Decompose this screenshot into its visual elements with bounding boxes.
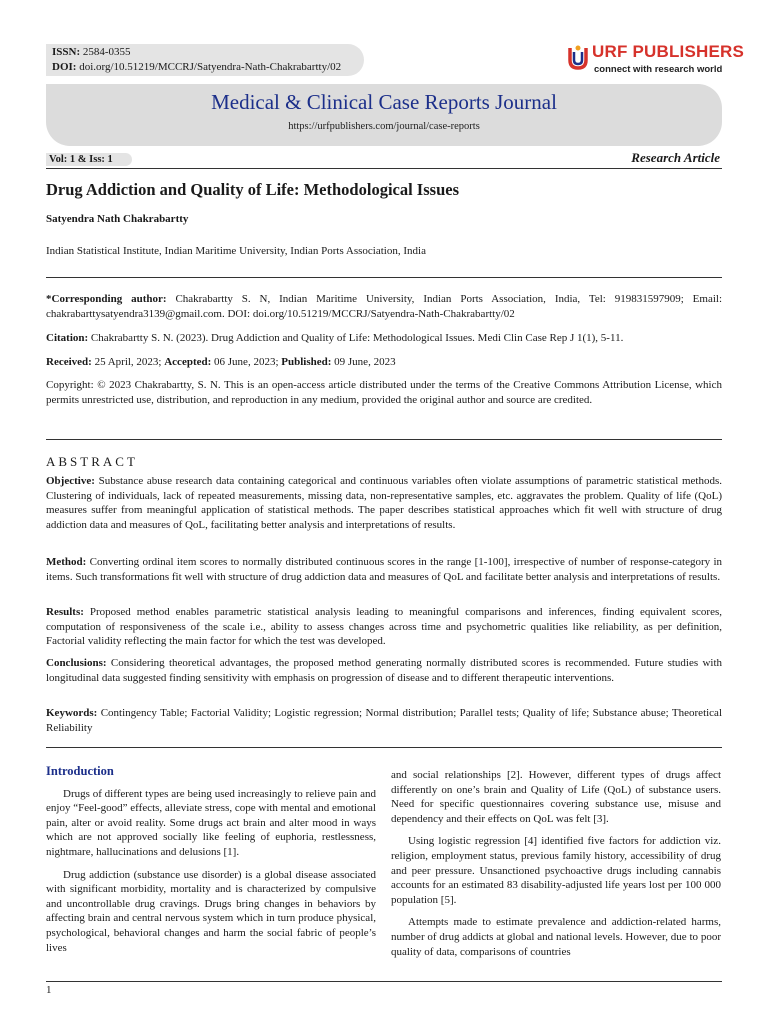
abstract-heading: ABSTRACT	[46, 454, 138, 469]
citation-text: Chakrabartty S. N. (2023). Drug Addiction and Quality of Life: Methodological Issues. Medi Clin Case Rep J 1(1), 5-11.	[90, 332, 624, 344]
citation-label: Citation:	[46, 332, 89, 344]
article-type-label: Research Article	[631, 150, 720, 165]
publisher-logo-icon	[566, 44, 590, 74]
received-label: Received:	[46, 356, 92, 368]
doi-value[interactable]: doi.org/10.51219/MCCRJ/Satyendra-Nath-Chakrabartty/02	[79, 61, 342, 73]
received-date: 25 April, 2023;	[94, 356, 162, 368]
journal-title: Medical & Clinical Case Reports Journal	[211, 90, 557, 114]
copyright-notice: Copyright: © 2023 Chakrabartty, S. N. This is an open-access article distributed under the terms of the Creative Commons Attribution License, which permits unrestricted use, distribution, and reproduction in any medium, provided the original author and source are credited.	[46, 379, 722, 406]
objective-label: Objective:	[46, 475, 95, 487]
keywords-label: Keywords:	[46, 707, 98, 719]
conclusions-label: Conclusions:	[46, 657, 107, 669]
meta-divider-top	[46, 277, 722, 278]
body-right-column	[391, 768, 721, 967]
abstract-method	[46, 555, 722, 584]
introduction-heading: Introduction	[46, 764, 114, 778]
accepted-date: 06 June, 2023;	[214, 356, 279, 368]
method-text: Converting ordinal item scores to normally distributed continuous scores in the range [1-100], irrespective of number of response-category in items. Such transformations fit well with structure of drug addiction data and measures of QoL and facilitate better analysis and interpretations of results.	[46, 556, 722, 583]
abstract-results	[46, 605, 722, 649]
abstract-objective	[46, 474, 722, 532]
corresponding-author-label: *Corresponding author:	[46, 293, 167, 305]
objective-text: Substance abuse research data containing categorical and continuous variables often violate assumptions of parametric statistical methods. Clustering of individuals, lack of repeated measurements, missing data, non-representative samples, etc. aggravates the problem. Quality of life (QoL) measures suffer from meaningful application of statistical methods. The paper describes statistical approaches which fit well with structure of drug addiction data and measures of QoL, facilitating better analysis and interpretations of results.	[46, 475, 723, 531]
body-paragraph: Attempts made to estimate prevalence and addiction-related harms, number of drug addicts at global and national levels. However, due to poor quality of data, comparisons of countries	[391, 916, 721, 958]
page-number: 1	[46, 984, 52, 996]
published-label: Published:	[281, 356, 332, 368]
abstract-divider	[46, 747, 722, 748]
method-label: Method:	[46, 556, 87, 568]
author-affiliation: Indian Statistical Institute, Indian Maritime University, Indian Ports Association, India	[46, 245, 426, 257]
body-paragraph: Using logistic regression [4] identified five factors for addiction viz. religion, employment status, previous family history, accessibility of drug and peer pressure. Unsanctioned psychoactive drugs including cannabis accounts for an estimated 83 disability-adjusted life years lost per 100 000 population [5].	[391, 835, 721, 906]
article-title: Drug Addiction and Quality of Life: Methodological Issues	[46, 180, 459, 199]
doi-label: DOI:	[52, 61, 77, 73]
body-left-column	[46, 764, 376, 963]
publisher-logo[interactable]	[566, 42, 745, 82]
journal-url-link[interactable]: https://urfpublishers.com/journal/case-reports	[288, 121, 480, 132]
conclusions-text: Considering theoretical advantages, the proposed method generating normally distributed scores is recommended. Future studies with longitudinal data suggested finding sensitivity with emphasis on progression of disease and to different therapeutic interventions.	[46, 657, 723, 684]
corresponding-author-text: Chakrabartty S. N, Indian Maritime University, Indian Ports Association, India, Tel: 919831597909; Email: chakrabarttysatyendra3139@gmail.com. DOI: doi.org/10.51219/MCCRJ/Satyendra-Nath-Chakrabartty/02	[46, 293, 722, 320]
publisher-tagline: connect with research world	[594, 64, 723, 75]
header-divider	[46, 168, 722, 169]
results-text: Proposed method enables parametric statistical analysis leading to meaningful comparisons and inferences, finding equivalent scores, computation of responsiveness of the scale i.e., ability to assess changes across time and psychometric qualities like reliability, as per definition, Factorial validity reflecting the main factor for which the test was developed.	[46, 606, 723, 648]
meta-divider-bottom	[46, 439, 722, 440]
journal-banner	[46, 84, 722, 146]
citation	[46, 331, 722, 346]
abstract-keywords	[46, 706, 722, 735]
issn-doi-box	[46, 44, 364, 76]
dates	[46, 355, 722, 370]
body-paragraph: and social relationships [2]. However, different types of drugs affect differently on one’s brain and Quality of Life (QoL) of substance users. Need for specific questionnaires covering substance use, misuse and dependency and their effects on QoL was felt [3].	[391, 769, 721, 825]
accepted-label: Accepted:	[164, 356, 212, 368]
author-name: Satyendra Nath Chakrabartty	[46, 213, 189, 225]
footer-divider	[46, 981, 722, 982]
keywords-text: Contingency Table; Factorial Validity; Logistic regression; Normal distribution; Parallel tests; Quality of life; Substance abuse; Theoretical Reliability	[46, 707, 722, 734]
issn-value: 2584-0355	[82, 46, 131, 58]
publisher-name: URF PUBLISHERS	[592, 42, 745, 61]
results-label: Results:	[46, 606, 84, 618]
volume-issue-label: Vol: 1 & Iss: 1	[46, 153, 132, 166]
body-paragraph: Drug addiction (substance use disorder) is a global disease associated with significant morbidity, mortality and is characterized by compulsive and uncontrollable drug cravings. Drugs bring changes in behaviors by affecting brain and central nervous system which in turn produce physical, psychological, behavioral changes and harm the social fabric of people’s lives	[46, 868, 376, 954]
issn-label: ISSN:	[52, 46, 81, 58]
body-paragraph: Drugs of different types are being used increasingly to relieve pain and enjoy “Feel-good” effects, alleviate stress, cope with mental and emotional pain, alter or avoid reality. Some drugs act brain and alter mood in ways which are not approved socially like feeling of euphoria, restlessness, nightmare, hallucinations and delusions [1].	[46, 787, 376, 858]
published-date: 09 June, 2023	[334, 356, 396, 368]
abstract-conclusions	[46, 656, 722, 685]
corresponding-author	[46, 292, 722, 321]
